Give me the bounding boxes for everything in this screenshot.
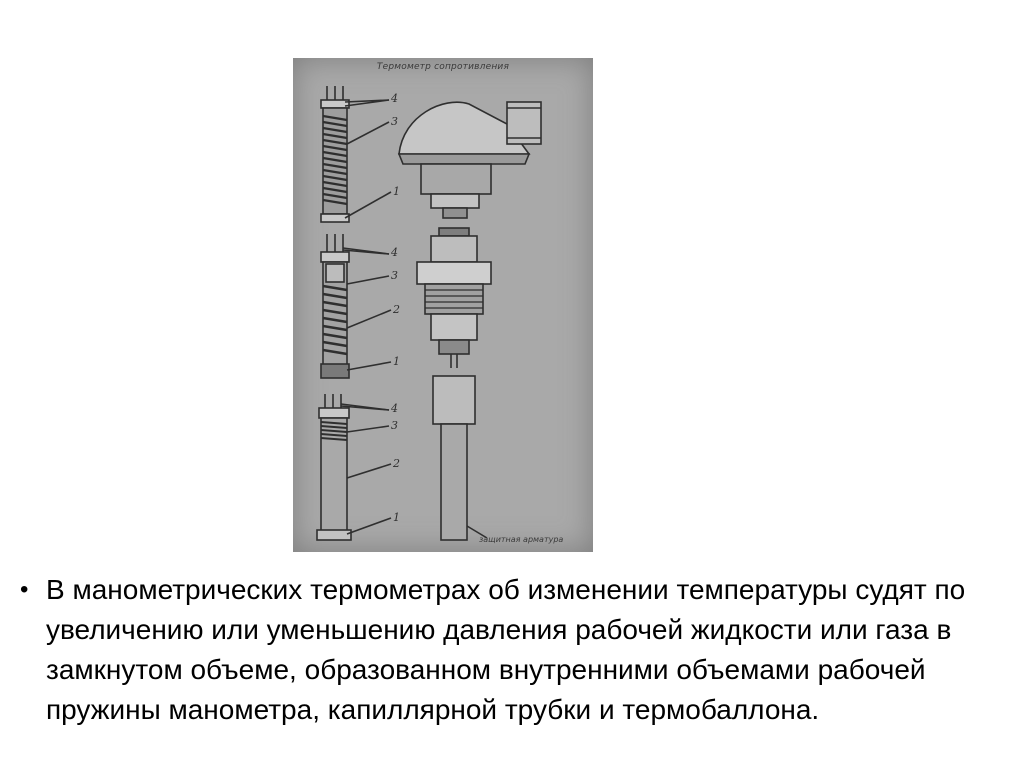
callout-label: 4 — [391, 402, 398, 415]
sensor-element-top — [321, 86, 391, 222]
sensor-element-bottom — [317, 394, 391, 540]
sensor-element-middle — [321, 234, 391, 378]
thermometer-drawing — [293, 58, 593, 552]
callout-label: 2 — [393, 457, 400, 470]
protective-sheath — [433, 376, 487, 540]
resistance-thermometer-figure — [293, 58, 593, 552]
callout-label: 4 — [391, 246, 398, 259]
callout-label: 2 — [393, 303, 400, 316]
threaded-fitting — [417, 228, 491, 368]
body-paragraph: В манометрических термометрах об изменении температуры судят по увеличению или уменьшению давления рабочей жидкости или газа в замкнутом объеме, образованном внутренними объемами рабочей пружины манометра, капиллярной трубки и термобаллона. — [46, 574, 966, 725]
callout-label: 3 — [391, 115, 398, 128]
connection-head — [399, 102, 541, 218]
bullet-marker: • — [20, 576, 29, 603]
bullet-item — [20, 570, 1010, 730]
callout-label: 1 — [393, 511, 400, 524]
callout-label: 1 — [393, 355, 400, 368]
figure-title: Термометр сопротивления — [376, 62, 510, 72]
callout-label: 3 — [391, 419, 398, 432]
callout-label: 4 — [391, 92, 398, 105]
figure-caption: защитная арматура — [479, 535, 564, 544]
callout-label: 3 — [391, 269, 398, 282]
callout-label: 1 — [393, 185, 400, 198]
